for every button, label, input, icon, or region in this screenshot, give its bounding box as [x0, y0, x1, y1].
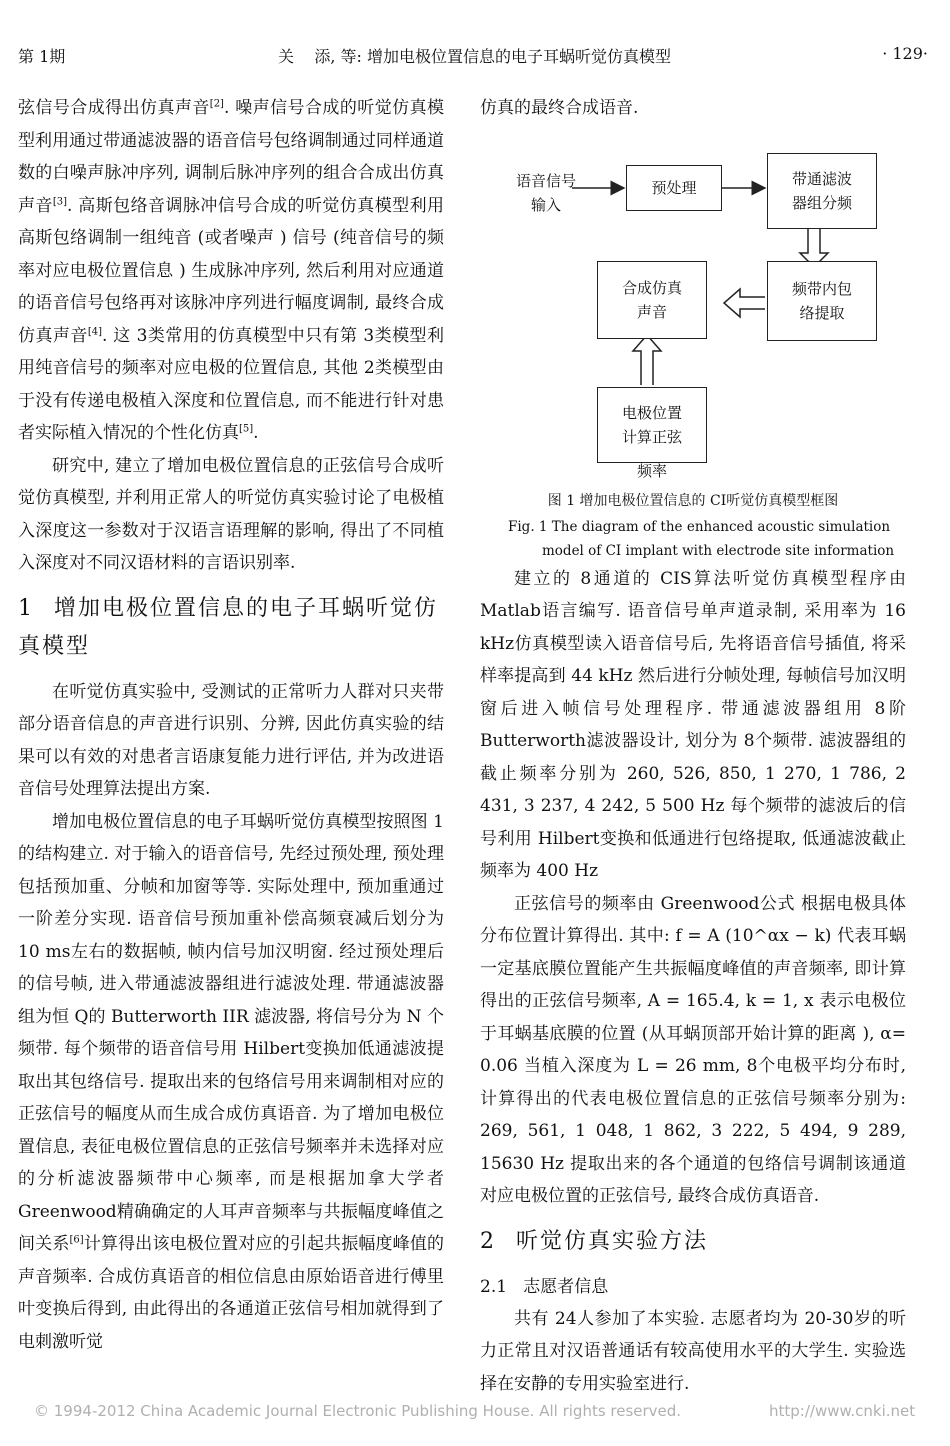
issue-number: 第 1期	[18, 47, 66, 66]
figure-caption-en-1: Fig. 1 The diagram of the enhanced acoustic simulation	[508, 518, 891, 535]
paragraph-cis: 建立的 8通道的 CIS算法听觉仿真模型程序由 Matlab语言编写. 语音信号单声道录制, 采用率为 16 kHz仿真模型读入语音信号后, 先将语音信号插值, 将采样率提高到 44 kHz 然后进行分帧处理, 每帧信号加汉明窗后进入帧信号处理程序. 带通滤波器组用 8阶 Butterworth滤波器设计, 划分为 8个频带. 滤波器组的截止频率分别为 260, 526, 850, 1 270, 1 786, 2 431, 3 237, 4 242, 5 500 Hz 每个频带的滤波后的信号利用 Hilbert变换和低通进行包络提取, 低通滤波截止频率为 400 Hz	[480, 568, 906, 881]
paragraph-intro: 弦信号合成得出仿真声音[2]. 噪声信号合成的听觉仿真模型利用通过带通滤波器的语音信号包络调制通过同样通道数的白噪声脉冲序列, 调制后脉冲序列的组合合成出仿真声音[3]. 高斯包络音调脉冲信号合成的听觉仿真模型利用高斯包络调制一组纯音 (或者噪声 ) 信号 (纯音信号的频率对应电极位置信息 ) 生成脉冲序列, 然后利用对应通道的语音信号包络再对该脉冲序列进行幅度调制, 最终合成仿真声音[4]. 这 3类常用的仿真模型中只有第 3类模型利用纯音信号的频率对应电极的位置信息, 其他 2类模型由于没有传递电极植入深度和位置信息, 而不能进行针对患者实际植入情况的个性化仿真[5].	[18, 98, 445, 443]
paragraph-model: 增加电极位置信息的电子耳蜗听觉仿真模型按照图 1的结构建立. 对于输入的语音信号, 先经过预处理, 预处理包括预加重、分帧和加窗等等. 实际处理中, 预加重通过一阶差分实现. 语音信号预加重补偿高频衰减后划分为 10 ms左右的数据帧, 帧内信号加汉明窗. 经过预处理后的信号帧, 进入带通滤波器组进行滤波处理. 带通滤波器组为恒 Q的 Butterworth IIR 滤波器, 将信号分为 N 个频带. 每个频带的语音信号用 Hilbert变换加低通滤波提取出其包络信号. 提取出来的包络信号用来调制相对应的正弦信号的幅度从而生成合成仿真语音. 为了增加电极位置信息, 表征电极位置信息的正弦信号频率并未选择对应的分析滤波器频带中心频率, 而是根据加拿大学者 Greenwood精确确定的人耳声音频率与共振幅度峰值之间关系[6]计算得出该电极位置对应的引起共振幅度峰值的声音频率. 合成仿真语音的相位信息由原始语音进行傅里叶变换后得到, 由此得出的各通道正弦信号相加就得到了电刺激听觉	[18, 811, 445, 1352]
section-2-heading	[480, 1223, 906, 1261]
section-number: 1	[18, 595, 34, 621]
input-label: 语音信号 输入	[515, 171, 576, 214]
figure-1-diagram	[480, 125, 906, 465]
arrow-envelope-left	[724, 289, 765, 317]
figure-caption-en-2: model of CI implant with electrode site information	[542, 542, 895, 559]
electrode-box: 电极位置 计算正弦	[597, 387, 707, 463]
citation[interactable]: [2]	[209, 98, 224, 110]
site-link[interactable]: http://www.cnki.net	[769, 1402, 916, 1420]
subsection-2-1-heading: 2.1 志愿者信息	[480, 1276, 609, 1297]
running-title: 关 添, 等: 增加电极位置信息的电子耳蜗听觉仿真模型	[278, 47, 671, 66]
paragraph-research: 研究中, 建立了增加电极位置信息的正弦信号合成听觉仿真模型, 并利用正常人的听觉仿真实验讨论了电极植入深度这一参数对于汉语言语理解的影响, 得出了不同植入深度对不同汉语材料的言语识别率.	[18, 455, 444, 573]
section-number: 2	[480, 1228, 496, 1254]
section-1-heading	[18, 590, 444, 666]
section-title: 增加电极位置信息的电子耳蜗听觉仿真模型	[18, 595, 439, 659]
paragraph-simulation: 在听觉仿真实验中, 受测试的正常听力人群对只夹带部分语音信息的声音进行识别、分辨, 因此仿真实验的结果可以有效的对患者言语康复能力进行评估, 并为改进语音信号处理算法提出方案.	[18, 681, 444, 799]
arrow-electrode-up	[633, 335, 661, 385]
synthesis-box: 合成仿真 声音	[597, 261, 707, 339]
preprocess-box: 预处理	[626, 165, 722, 211]
page-header	[18, 44, 928, 74]
copyright-footer	[34, 1402, 916, 1420]
copyright-text: © 1994-2012 China Academic Journal Electronic Publishing House. All rights reserved.	[34, 1402, 682, 1420]
citation[interactable]: [6]	[69, 1234, 84, 1246]
left-column	[18, 92, 444, 1358]
paragraph-continued: 仿真的最终合成语音.	[480, 98, 639, 118]
filterbank-box: 带通滤波 器组分频	[767, 153, 877, 229]
electrode-label-freq: 频率	[636, 461, 667, 480]
paragraph-volunteers: 共有 24人参加了本实验. 志愿者均为 20-30岁的听力正常且对汉语普通话有较高使用水平的大学生. 实验选择在安静的专用实验室进行.	[480, 1308, 906, 1394]
section-title: 听觉仿真实验方法	[516, 1228, 709, 1254]
right-column	[480, 92, 906, 1400]
paragraph-greenwood: 正弦信号的频率由 Greenwood公式 根据电极具体分布位置计算得出. 其中: f = A (10^αx − k) 代表耳蜗一定基底膜位置能产生共振幅度峰值的声音频率, 即计算得出的正弦信号频率, A = 165.4, k = 1, x 表示电极位于耳蜗基底膜的位置 (从耳蜗顶部开始计算的距离 ), α= 0.06 当植入深度为 L = 26 mm, 8个电极平均分布时, 计算得出的代表电极位置信息的正弦信号频率分别为: 269, 561, 1 048, 1 862, 3 222, 5 494, 9 289, 15630 Hz 提取出来的各个通道的包络信号调制该通道对应电极位置的正弦信号, 最终合成仿真语音.	[480, 893, 906, 1206]
page-number: · 129·	[882, 44, 928, 63]
envelope-box: 频带内包 络提取	[767, 261, 877, 341]
citation[interactable]: [5]	[239, 423, 254, 435]
figure-caption-cn: 图 1 增加电极位置信息的 CI听觉仿真模型框图	[547, 492, 839, 509]
citation[interactable]: [4]	[87, 325, 103, 337]
citation[interactable]: [3]	[52, 195, 68, 207]
